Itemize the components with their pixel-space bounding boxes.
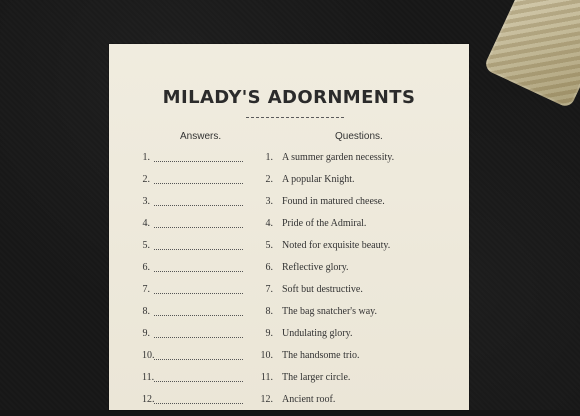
question-number: 9. bbox=[265, 328, 273, 339]
question-number: 8. bbox=[265, 306, 273, 317]
answer-line bbox=[154, 293, 243, 294]
answer-line bbox=[154, 227, 243, 228]
question-text: A summer garden necessity. bbox=[282, 152, 395, 163]
question-number: 12. bbox=[260, 394, 273, 405]
quiz-row bbox=[109, 174, 469, 196]
answer-number: 1. bbox=[142, 152, 150, 163]
answers-column-header: Answers. bbox=[180, 131, 222, 142]
quiz-row bbox=[109, 350, 469, 372]
quiz-row bbox=[109, 394, 469, 416]
answer-number: 2. bbox=[142, 174, 150, 185]
answer-number: 4. bbox=[142, 218, 150, 229]
quiz-row bbox=[109, 306, 469, 328]
question-text: Reflective glory. bbox=[282, 262, 349, 273]
answer-line bbox=[154, 205, 243, 206]
answer-line bbox=[154, 403, 243, 404]
question-number: 5. bbox=[265, 240, 273, 251]
question-number: 1. bbox=[265, 152, 273, 163]
answer-number: 5. bbox=[142, 240, 150, 251]
question-number: 3. bbox=[265, 196, 273, 207]
answer-number: 10. bbox=[142, 350, 155, 361]
questions-column-header: Questions. bbox=[335, 131, 383, 142]
answer-number: 6. bbox=[142, 262, 150, 273]
question-text: Noted for exquisite beauty. bbox=[282, 240, 391, 251]
question-text: The larger circle. bbox=[282, 372, 351, 383]
quiz-row bbox=[109, 372, 469, 394]
quiz-row bbox=[109, 262, 469, 284]
question-number: 4. bbox=[265, 218, 273, 229]
question-number: 6. bbox=[265, 262, 273, 273]
quiz-row bbox=[109, 328, 469, 350]
question-text: Pride of the Admiral. bbox=[282, 218, 367, 229]
question-text: The handsome trio. bbox=[282, 350, 360, 361]
question-text: Undulating glory. bbox=[282, 328, 353, 339]
question-text: The bag snatcher's way. bbox=[282, 306, 378, 317]
answer-number: 9. bbox=[142, 328, 150, 339]
quiz-row bbox=[109, 240, 469, 262]
question-text: A popular Knight. bbox=[282, 174, 355, 185]
answer-line bbox=[154, 381, 243, 382]
answer-line bbox=[154, 161, 243, 162]
answer-line bbox=[154, 315, 243, 316]
answer-line bbox=[154, 249, 243, 250]
answer-number: 12. bbox=[142, 394, 155, 405]
question-number: 11. bbox=[260, 372, 273, 383]
answer-line bbox=[154, 337, 243, 338]
answer-number: 8. bbox=[142, 306, 150, 317]
quiz-row bbox=[109, 196, 469, 218]
answer-line bbox=[154, 271, 243, 272]
quiz-row bbox=[109, 284, 469, 306]
page-title: MILADY'S ADORNMENTS bbox=[162, 87, 416, 108]
question-number: 10. bbox=[260, 350, 273, 361]
question-text: Soft but destructive. bbox=[282, 284, 363, 295]
answer-line bbox=[154, 183, 243, 184]
question-number: 2. bbox=[265, 174, 273, 185]
answer-number: 7. bbox=[142, 284, 150, 295]
answer-number: 11. bbox=[142, 372, 155, 383]
question-text: Found in matured cheese. bbox=[282, 196, 385, 207]
quiz-card bbox=[109, 44, 469, 410]
question-text: Ancient roof. bbox=[282, 394, 336, 405]
quiz-row bbox=[109, 218, 469, 240]
title-divider bbox=[246, 117, 344, 118]
answer-number: 3. bbox=[142, 196, 150, 207]
quiz-row bbox=[109, 152, 469, 174]
answer-line bbox=[154, 359, 243, 360]
question-number: 7. bbox=[265, 284, 273, 295]
